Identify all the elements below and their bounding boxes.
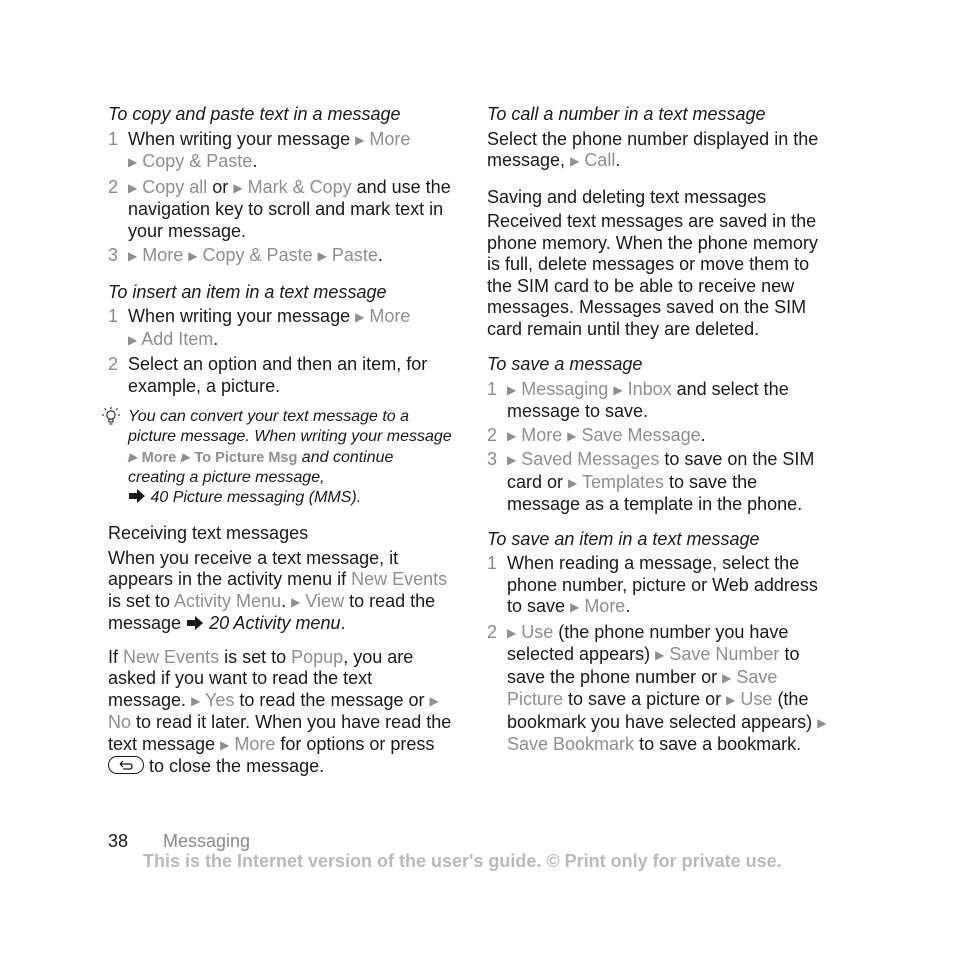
lightbulb-icon bbox=[98, 404, 124, 430]
triangle-right-icon: ▶ bbox=[507, 625, 517, 640]
receiving-paragraph-2: If New Events is set to Popup, you are asked if you want to read the text message. ▶ Yes to read the message or ▶ No to read it later. When you have read the text message ▶ More for options or press to close the message. bbox=[108, 646, 452, 776]
menu-saved-messages: Saved Messages bbox=[521, 449, 660, 469]
page-number: 38 bbox=[108, 831, 129, 851]
triangle-right-icon: ▶ bbox=[570, 600, 580, 614]
menu-new-events: New Events bbox=[351, 569, 448, 589]
triangle-right-icon: ▶ bbox=[180, 450, 191, 464]
menu-paste: Paste bbox=[331, 245, 378, 265]
call-number-heading: To call a number in a text message bbox=[487, 104, 766, 124]
menu-more: More bbox=[369, 306, 411, 326]
save-step-1: 1 ▶ Messaging ▶ Inbox and select the message to save. bbox=[487, 378, 789, 421]
step-number: 1 bbox=[487, 378, 498, 399]
triangle-right-icon: ▶ bbox=[429, 693, 439, 708]
menu-copy-paste: Copy & Paste bbox=[142, 151, 253, 171]
menu-activity-menu: Activity Menu bbox=[174, 590, 282, 611]
menu-save-number: Save Number bbox=[669, 644, 780, 664]
triangle-right-icon: ▶ bbox=[128, 180, 138, 195]
triangle-right-icon: ▶ bbox=[613, 382, 623, 397]
step-number: 1 bbox=[108, 306, 119, 326]
triangle-right-icon: ▶ bbox=[567, 428, 577, 443]
save-message-heading: To save a message bbox=[487, 354, 643, 374]
menu-templates: Templates bbox=[581, 471, 665, 492]
insert-step-2: 2 Select an option and then an item, for example, a picture. bbox=[108, 354, 428, 396]
menu-new-events: New Events bbox=[123, 646, 220, 667]
menu-view: View bbox=[305, 590, 345, 611]
insert-item-heading: To insert an item in a text message bbox=[108, 281, 387, 302]
step-number: 1 bbox=[108, 128, 119, 149]
right-column bbox=[487, 104, 832, 756]
triangle-right-icon: ▶ bbox=[507, 382, 517, 397]
copy-step-3: 3 ▶ More ▶ Copy & Paste ▶ Paste. bbox=[108, 245, 383, 265]
triangle-right-icon: ▶ bbox=[220, 737, 230, 752]
triangle-right-icon: ▶ bbox=[233, 180, 243, 195]
menu-save-bookmark: Save Bookmark bbox=[507, 734, 635, 754]
copy-step-1: 1 When writing your message ▶ More ▶ Copy & Paste. bbox=[108, 128, 411, 171]
internet-version-notice: This is the Internet version of the user's guide. © Print only for private use. bbox=[143, 851, 782, 871]
section-name: Messaging bbox=[163, 831, 251, 851]
call-paragraph: Select the phone number displayed in the message, ▶ Call. bbox=[487, 128, 819, 170]
menu-yes: Yes bbox=[204, 689, 235, 710]
menu-more: More bbox=[142, 245, 184, 265]
receiving-paragraph-1: When you receive a text message, it appears in the activity menu if New Events is set to Activity Menu. ▶ View to read the message 20 Activity menu. bbox=[108, 547, 448, 633]
left-column bbox=[108, 104, 453, 778]
reference-arrow-icon bbox=[128, 489, 146, 503]
triangle-right-icon: ▶ bbox=[128, 332, 138, 347]
menu-more: More bbox=[584, 596, 626, 616]
step-number: 2 bbox=[487, 621, 498, 642]
step-number: 2 bbox=[108, 176, 119, 197]
save-item-step-1: 1 When reading a message, select the phone number, picture or Web address to save ▶ More. bbox=[487, 553, 818, 616]
triangle-right-icon: ▶ bbox=[291, 594, 301, 609]
step-number: 2 bbox=[487, 424, 498, 445]
insert-step-1: 1 When writing your message ▶ More ▶ Add Item. bbox=[108, 306, 411, 349]
triangle-right-icon: ▶ bbox=[507, 428, 517, 443]
triangle-right-icon: ▶ bbox=[568, 475, 578, 490]
triangle-right-icon: ▶ bbox=[570, 154, 580, 168]
menu-to-picture-msg: To Picture Msg bbox=[194, 450, 298, 466]
back-key-icon bbox=[108, 756, 144, 774]
save-item-heading: To save an item in a text message bbox=[487, 528, 760, 549]
triangle-right-icon: ▶ bbox=[817, 715, 827, 730]
triangle-right-icon: ▶ bbox=[355, 310, 365, 324]
triangle-right-icon: ▶ bbox=[128, 155, 138, 169]
triangle-right-icon: ▶ bbox=[726, 693, 736, 707]
triangle-right-icon: ▶ bbox=[655, 648, 665, 662]
copy-paste-heading: To copy and paste text in a message bbox=[108, 104, 401, 124]
menu-use: Use bbox=[740, 689, 773, 709]
triangle-right-icon: ▶ bbox=[355, 132, 365, 147]
step-number: 1 bbox=[487, 553, 498, 573]
menu-more: More bbox=[141, 450, 177, 466]
reference-arrow-icon bbox=[186, 616, 204, 630]
menu-use: Use bbox=[521, 621, 554, 642]
menu-mark-copy: Mark & Copy bbox=[247, 176, 352, 197]
menu-more: More bbox=[234, 733, 276, 754]
menu-more: More bbox=[369, 128, 411, 149]
triangle-right-icon: ▶ bbox=[128, 249, 138, 263]
copy-step-2: 2 ▶ Copy all or ▶ Mark & Copy and use the navigation key to scroll and mark text in your message. bbox=[108, 176, 451, 241]
menu-inbox: Inbox bbox=[627, 378, 672, 399]
triangle-right-icon: ▶ bbox=[507, 453, 517, 467]
menu-copy-all: Copy all bbox=[142, 176, 208, 197]
triangle-right-icon: ▶ bbox=[317, 249, 327, 263]
menu-call: Call bbox=[584, 150, 616, 170]
save-step-3: 3 ▶ Saved Messages to save on the SIM card or ▶ Templates to save the message as a template in the phone. bbox=[487, 449, 815, 514]
triangle-right-icon: ▶ bbox=[722, 670, 732, 685]
menu-no: No bbox=[108, 712, 132, 732]
menu-popup: Popup bbox=[291, 646, 344, 667]
tip-note: You can convert your text message to a picture message. When writing your message ▶ More ▶ To Picture Msg and continue creating a picture message, 40 Picture messaging (MMS). bbox=[108, 407, 453, 508]
menu-messaging: Messaging bbox=[521, 378, 609, 399]
receiving-heading: Receiving text messages bbox=[108, 523, 309, 543]
triangle-right-icon: ▶ bbox=[191, 693, 201, 708]
triangle-right-icon: ▶ bbox=[188, 249, 198, 263]
menu-save-message: Save Message bbox=[581, 424, 701, 445]
menu-more: More bbox=[521, 424, 563, 445]
step-number: 3 bbox=[487, 449, 498, 469]
step-number: 3 bbox=[108, 245, 119, 265]
saving-deleting-heading: Saving and deleting text messages bbox=[487, 186, 767, 207]
menu-add-item: Add Item bbox=[141, 328, 214, 349]
menu-copy-paste: Copy & Paste bbox=[202, 245, 313, 265]
triangle-right-icon: ▶ bbox=[128, 450, 138, 464]
menu-save-picture: Save Picture bbox=[507, 666, 778, 709]
step-number: 2 bbox=[108, 354, 119, 374]
save-step-2: 2 ▶ More ▶ Save Message. bbox=[487, 424, 706, 445]
save-item-step-2: 2 ▶ Use (the phone number you have selected appears) ▶ Save Number to save the phone number or ▶ Save Picture to save a picture or ▶ Use (the bookmark you have selected appears) ▶ Save Bookmark to save a bookmark. bbox=[487, 621, 827, 754]
saving-paragraph: Received text messages are saved in the phone memory. When the phone memory is full, delete messages or move them to the SIM card to be able to receive new messages. Messages saved on the SIM card remain until they are deleted. bbox=[487, 211, 818, 339]
